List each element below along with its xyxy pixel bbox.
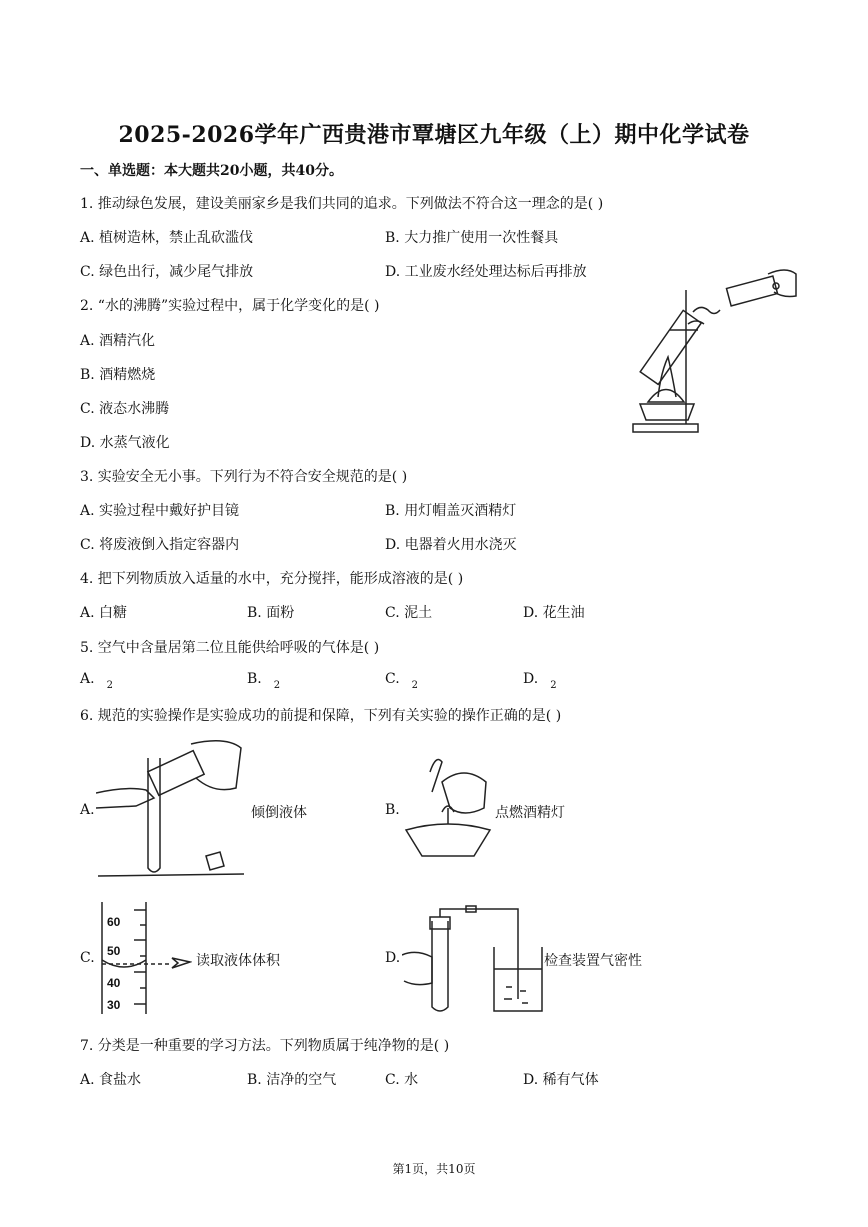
q6-option-a[interactable]: A. <box>80 802 95 818</box>
q2-option-a[interactable]: A. 酒精汽化 <box>80 333 156 349</box>
q5-option-b-subscript: 2 <box>273 680 281 691</box>
q7-option-b[interactable]: B. 洁净的空气 <box>247 1072 337 1088</box>
q5-option-c[interactable] <box>385 671 419 691</box>
q5-option-a-subscript: 2 <box>106 680 113 691</box>
cylinder-tick-40: 40 <box>107 976 121 990</box>
q5-option-a-label: A. <box>80 671 95 687</box>
light-alcohol-lamp-figure <box>402 752 494 864</box>
q1-option-d[interactable]: D. 工业废水经处理达标后再排放 <box>385 264 587 280</box>
q5-option-c-subscript: 2 <box>411 680 419 691</box>
q1-stem: 1. 推动绿色发展，建设美丽家乡是我们共同的追求。下列做法不符合这一理念的是( ) <box>80 196 604 212</box>
q2-option-c[interactable]: C. 液态水沸腾 <box>80 401 170 417</box>
boiling-water-apparatus-figure <box>628 262 798 437</box>
page-title: 2025-2026学年广西贵港市覃塘区九年级（上）期中化学试卷 <box>118 122 750 148</box>
q5-option-d-subscript: 2 <box>550 680 557 691</box>
q6-option-d-caption: 检查装置气密性 <box>544 953 642 969</box>
q7-option-d[interactable]: D. 稀有气体 <box>523 1072 599 1088</box>
q4-stem: 4. 把下列物质放入适量的水中，充分搅拌，能形成溶液的是( ) <box>80 571 464 587</box>
q2-option-d[interactable]: D. 水蒸气液化 <box>80 435 170 451</box>
q2-option-b[interactable]: B. 酒精燃烧 <box>80 367 156 383</box>
section-heading: 一、单选题：本大题共20小题，共40分。 <box>80 163 343 179</box>
q6-stem: 6. 规范的实验操作是实验成功的前提和保障，下列有关实验的操作正确的是( ) <box>80 708 562 724</box>
q1-option-a[interactable]: A. 植树造林，禁止乱砍滥伐 <box>80 230 254 246</box>
page-footer: 第1页，共10页 <box>392 1162 476 1176</box>
q5-option-b[interactable] <box>247 671 281 691</box>
q3-option-a[interactable]: A. 实验过程中戴好护目镜 <box>80 503 240 519</box>
q5-option-d[interactable] <box>523 671 557 691</box>
cylinder-tick-60: 60 <box>107 915 121 929</box>
q1-option-c[interactable]: C. 绿色出行，减少尾气排放 <box>80 264 254 280</box>
q4-option-d[interactable]: D. 花生油 <box>523 605 585 621</box>
q4-option-a[interactable]: A. 白糖 <box>80 605 128 621</box>
q6-option-c-caption: 读取液体体积 <box>196 953 280 969</box>
q2-stem: 2. “水的沸腾”实验过程中，属于化学变化的是( ) <box>80 298 380 314</box>
q4-option-c[interactable]: C. 泥土 <box>385 605 433 621</box>
q3-stem: 3. 实验安全无小事。下列行为不符合安全规范的是( ) <box>80 469 408 485</box>
q5-option-c-label: C. <box>385 671 400 687</box>
q6-option-b-caption: 点燃酒精灯 <box>495 805 565 821</box>
cylinder-tick-50: 50 <box>107 944 121 958</box>
q3-option-d[interactable]: D. 电器着火用水浇灭 <box>385 537 517 553</box>
q7-stem: 7. 分类是一种重要的学习方法。下列物质属于纯净物的是( ) <box>80 1038 450 1054</box>
q1-option-b[interactable]: B. 大力推广使用一次性餐具 <box>385 230 559 246</box>
pour-liquid-figure <box>96 738 246 880</box>
q6-option-a-caption: 倾倒液体 <box>251 805 307 821</box>
q4-option-b[interactable]: B. 面粉 <box>247 605 295 621</box>
q6-option-c[interactable]: C. <box>80 950 95 966</box>
q5-option-b-label: B. <box>247 671 262 687</box>
q6-option-b[interactable]: B. <box>385 802 400 818</box>
q3-option-b[interactable]: B. 用灯帽盖灭酒精灯 <box>385 503 517 519</box>
q3-option-c[interactable]: C. 将废液倒入指定容器内 <box>80 537 240 553</box>
q6-option-d[interactable]: D. <box>385 950 401 966</box>
q5-option-a[interactable] <box>80 671 113 691</box>
q7-option-c[interactable]: C. 水 <box>385 1072 419 1088</box>
q7-option-a[interactable]: A. 食盐水 <box>80 1072 142 1088</box>
cylinder-tick-30: 30 <box>107 998 121 1012</box>
q5-stem: 5. 空气中含量居第二位且能供给呼吸的气体是( ) <box>80 640 380 656</box>
airtightness-check-figure <box>402 903 544 1015</box>
q5-option-d-label: D. <box>523 671 539 687</box>
